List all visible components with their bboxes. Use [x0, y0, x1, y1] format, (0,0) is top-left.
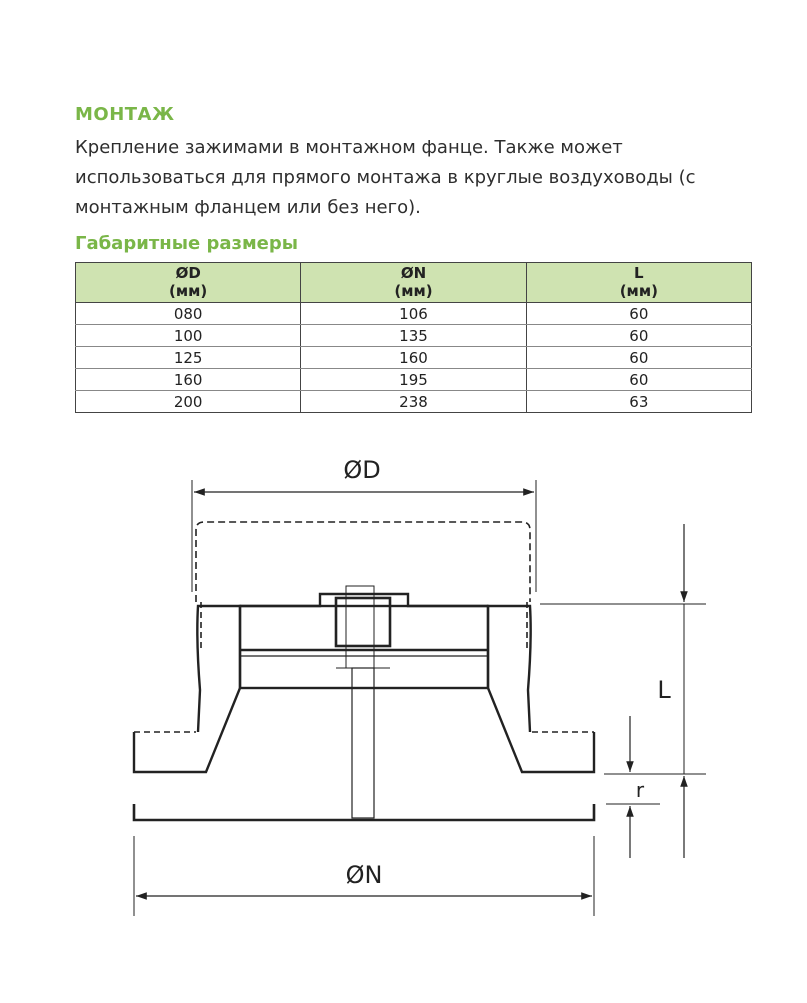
- column-name: ØN: [400, 264, 427, 282]
- technical-drawing: [0, 440, 807, 940]
- table-cell: 238: [301, 391, 526, 413]
- column-header-l: [526, 263, 751, 303]
- label-r: r: [635, 778, 645, 802]
- table-cell: 100: [76, 325, 301, 347]
- dimension-r: [606, 716, 660, 858]
- column-unit: (мм): [169, 282, 208, 300]
- right-collar: [488, 606, 594, 772]
- table-header-row: [76, 263, 752, 303]
- mounting-title: МОНТАЖ: [75, 104, 175, 125]
- dimension-n: [134, 836, 594, 916]
- left-collar: [134, 606, 240, 772]
- table-cell: 60: [526, 347, 751, 369]
- column-name: L: [634, 264, 644, 282]
- table-row: [76, 325, 752, 347]
- top-cap: [240, 594, 488, 606]
- column-unit: (мм): [394, 282, 433, 300]
- label-l: L: [657, 676, 671, 704]
- column-name: ØD: [175, 264, 201, 282]
- table-cell: 160: [76, 369, 301, 391]
- dimension-l: [540, 524, 706, 858]
- dimensions-title: Габаритные размеры: [75, 233, 299, 254]
- duct-outline-dashed: [196, 522, 530, 602]
- table-cell: 106: [301, 303, 526, 325]
- column-header-n: [301, 263, 526, 303]
- dimension-d: [192, 456, 536, 592]
- label-n: ØN: [345, 861, 383, 889]
- column-unit: (мм): [619, 282, 658, 300]
- table-cell: 60: [526, 369, 751, 391]
- table-cell: 135: [301, 325, 526, 347]
- table-cell: 60: [526, 325, 751, 347]
- table-cell: 200: [76, 391, 301, 413]
- table-cell: 63: [526, 391, 751, 413]
- table-cell: 080: [76, 303, 301, 325]
- mounting-description: Крепление зажимами в монтажном фанце. Также может использоваться для прямого монтажа в круглые воздуховоды (с монтажным фланцем или без него).: [75, 137, 696, 218]
- table-cell: 60: [526, 303, 751, 325]
- table-row: [76, 303, 752, 325]
- table-cell: 195: [301, 369, 526, 391]
- spindle: [352, 668, 374, 818]
- table-cell: 125: [76, 347, 301, 369]
- label-d: ØD: [343, 456, 381, 484]
- dimensions-table: [75, 262, 752, 413]
- table-row: [76, 347, 752, 369]
- table-row: [76, 391, 752, 413]
- column-header-d: [76, 263, 301, 303]
- table-cell: 160: [301, 347, 526, 369]
- table-row: [76, 369, 752, 391]
